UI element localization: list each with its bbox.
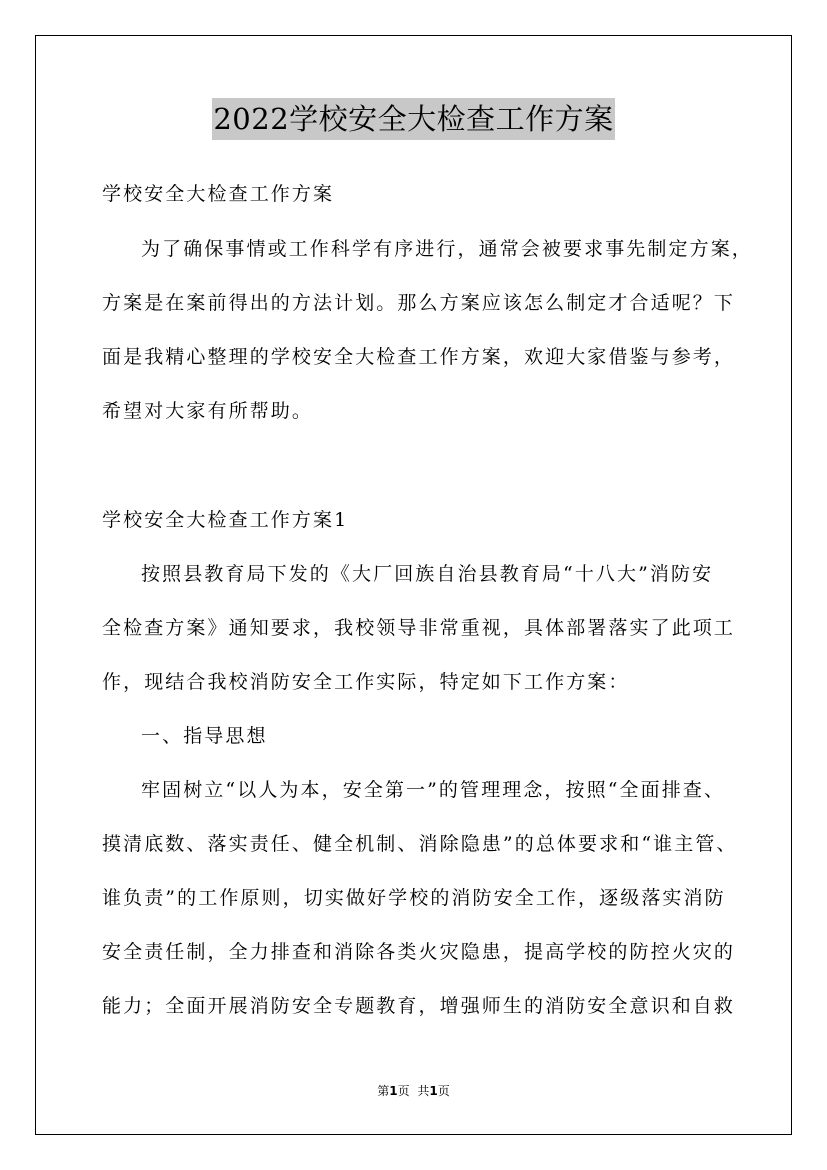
paragraph-line: 希望对大家有所帮助。 [102,400,314,422]
paragraph-line: 面是我精心整理的学校安全大检查工作方案，欢迎大家借鉴与参考， [102,346,736,368]
page-footer [0,1083,827,1099]
paragraph-line: 全检查方案》通知要求，我校领导非常重视，具体部署落实了此项工 [102,617,736,639]
total-pages: 1 [429,1084,438,1098]
subsection-heading: 一、指导思想 [141,725,268,747]
page-prefix: 第 [377,1084,390,1098]
section-heading: 学校安全大检查工作方案1 [102,509,349,531]
paragraph-line: 谁负责”的工作原则，切实做好学校的消防安全工作，逐级落实消防 [102,887,726,909]
page-suffix: 页 [397,1084,410,1098]
page-number: 1 [389,1084,398,1098]
paragraph-line: 作，现结合我校消防安全工作实际，特定如下工作方案： [102,671,630,693]
section-heading: 学校安全大检查工作方案 [102,183,335,205]
paragraph-line: 安全责任制，全力排查和消除各类火灾隐患，提高学校的防控火灾的 [102,941,736,963]
paragraph-line: 牢固树立“以人为本，安全第一”的管理理念，按照“全面排查、 [141,779,726,801]
document-title: 2022学校安全大检查工作方案 [212,98,614,140]
paragraph-line: 方案是在案前得出的方法计划。那么方案应该怎么制定才合适呢？下 [102,292,736,314]
paragraph-line: 能力；全面开展消防安全专题教育，增强师生的消防安全意识和自救 [102,995,736,1017]
paragraph-line: 按照县教育局下发的《大厂回族自治县教育局“十八大”消防安 [141,563,714,585]
total-suffix: 页 [437,1084,450,1098]
paragraph-line: 摸清底数、落实责任、健全机制、消除隐患”的总体要求和“谁主管、 [102,833,738,855]
title-container [0,98,827,140]
total-prefix: 共 [417,1084,430,1098]
paragraph-line: 为了确保事情或工作科学有序进行，通常会被要求事先制定方案， [141,238,753,260]
